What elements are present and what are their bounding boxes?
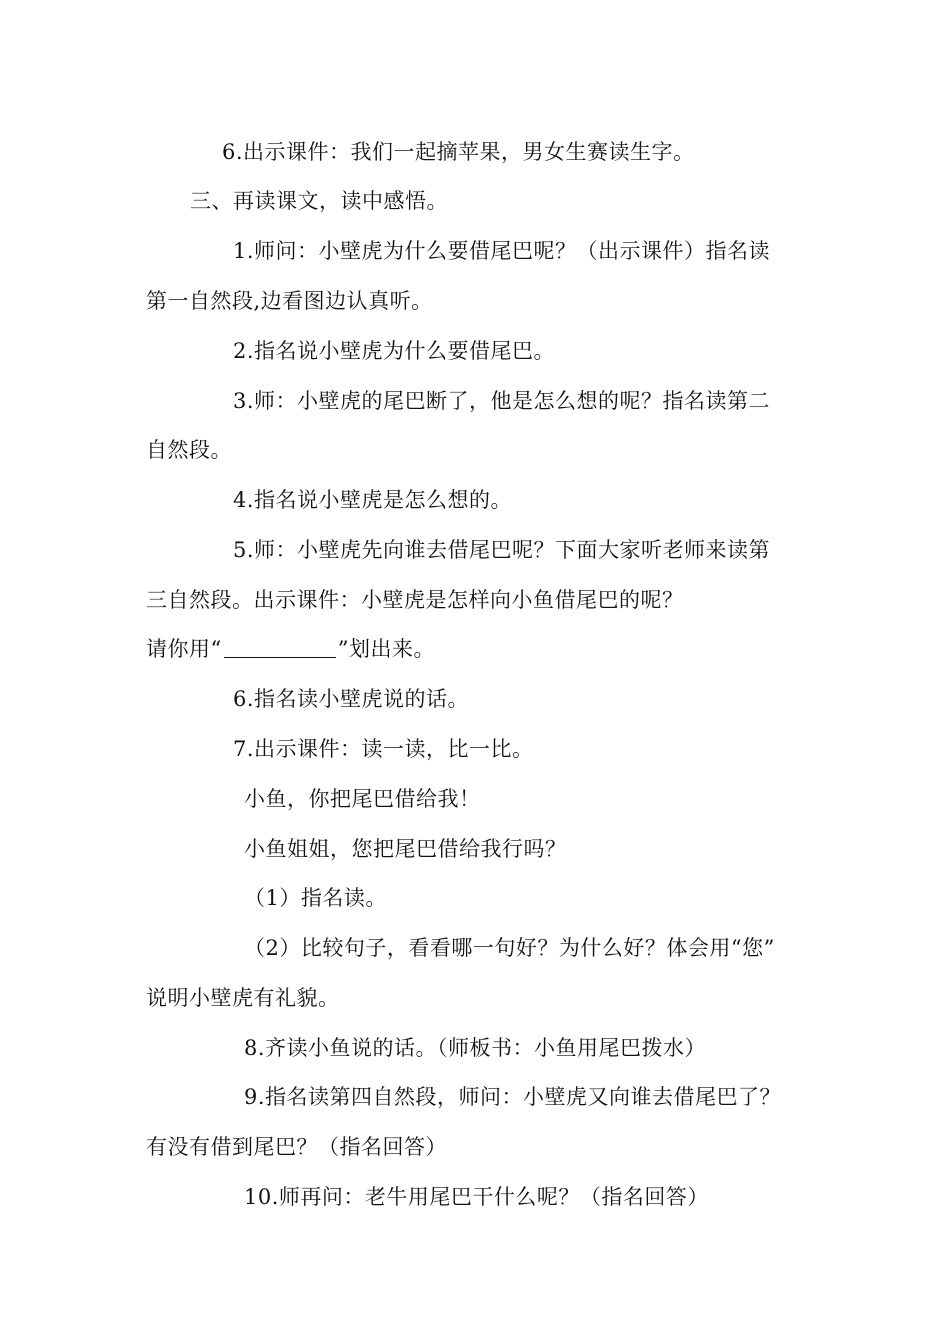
- text-line: 2.指名说小壁虎为什么要借尾巴。: [233, 339, 556, 363]
- text-line-with-blank: [146, 637, 435, 661]
- text-line: 5.师：小壁虎先向谁去借尾巴呢？下面大家听老师来读第: [233, 538, 771, 562]
- text-line: （2）比较句子，看看哪一句好？为什么好？体会用“您”: [244, 936, 775, 960]
- text-line: 9.指名读第四自然段，师问：小壁虎又向谁去借尾巴了？: [244, 1085, 782, 1109]
- text-line: 4.指名说小壁虎是怎么想的。: [233, 488, 513, 512]
- text-line: 8.齐读小鱼说的话。（师板书：小鱼用尾巴拨水）: [244, 1036, 707, 1060]
- text-line: 6.指名读小壁虎说的话。: [233, 687, 470, 711]
- text-line: 第一自然段,边看图边认真听。: [146, 289, 433, 313]
- text-line: （1）指名读。: [244, 886, 387, 910]
- text-line: 3.师：小壁虎的尾巴断了，他是怎么想的呢？指名读第二: [233, 389, 771, 413]
- text-line: 自然段。: [146, 438, 232, 462]
- section-heading: 三、再读课文，读中感悟。: [190, 189, 448, 213]
- text-line: 说明小壁虎有礼貌。: [146, 986, 340, 1010]
- text-fragment: 请你用“: [146, 637, 222, 661]
- example-sentence: 小鱼，你把尾巴借给我！: [244, 787, 481, 811]
- text-line: 10.师再问：老牛用尾巴干什么呢？（指名回答）: [244, 1185, 709, 1209]
- text-line: 三自然段。出示课件：小壁虎是怎样向小鱼借尾巴的呢？: [146, 588, 684, 612]
- text-line: 7.出示课件：读一读，比一比。: [233, 737, 534, 761]
- example-sentence: 小鱼姐姐，您把尾巴借给我行吗？: [244, 837, 567, 861]
- text-fragment: ”划出来。: [337, 637, 435, 661]
- underline-blank: [224, 639, 336, 658]
- text-line: 6.出示课件：我们一起摘苹果，男女生赛读生字。: [222, 140, 695, 164]
- text-line: 1.师问：小壁虎为什么要借尾巴呢？（出示课件）指名读: [233, 239, 771, 263]
- text-line: 有没有借到尾巴？（指名回答）: [146, 1135, 447, 1159]
